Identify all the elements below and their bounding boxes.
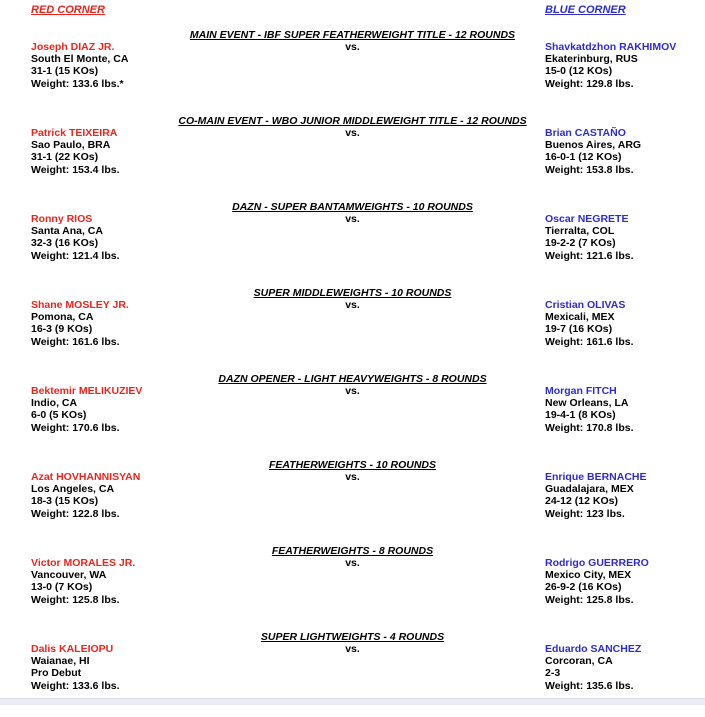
fighter-weight: Weight: 125.8 lbs. [545,593,634,606]
fighter-weight: Weight: 122.8 lbs. [31,507,120,520]
fighter-name: Shavkatdzhon RAKHIMOV [545,41,677,53]
blue-corner-fighter [545,127,641,176]
fighter-record: 16-3 (9 KOs) [31,323,93,336]
fighter-weight: Weight: 161.6 lbs. [545,335,634,348]
fighter-weight: Weight: 125.8 lbs. [31,593,120,606]
fighter-hometown: Corcoran, CA [545,655,613,668]
fighter-hometown: Waianae, HI [31,655,90,668]
bout-title: SUPER MIDDLEWEIGHTS - 10 ROUNDS [253,287,452,299]
blue-corner-fighter [545,385,634,434]
fighter-hometown: Indio, CA [31,397,78,410]
blue-corner-fighter [545,643,641,692]
fighter-record: 19-4-1 (8 KOs) [545,409,616,422]
bout [0,459,705,545]
fighter-hometown: Ekaterinburg, RUS [545,53,638,66]
bout [0,201,705,287]
vs-label: vs. [345,127,360,139]
vs-label: vs. [345,213,360,225]
red-corner-heading: RED CORNER [31,4,105,16]
vs-label: vs. [345,471,360,483]
fighter-name: Ronny RIOS [31,213,93,225]
fighter-record: 31-1 (22 KOs) [31,151,99,164]
vs-label: vs. [345,643,360,655]
fighter-record: 15-0 (12 KOs) [545,65,613,78]
fighter-record: 18-3 (15 KOs) [31,495,99,508]
fighter-name: Patrick TEIXEIRA [31,127,118,139]
fighter-hometown: Los Angeles, CA [31,483,115,496]
fighter-name: Shane MOSLEY JR. [31,299,129,311]
fighter-record: 31-1 (15 KOs) [31,65,99,78]
fighter-weight: Weight: 129.8 lbs. [545,77,634,90]
fighter-name: Azat HOVHANNISYAN [31,471,141,483]
fighter-record: 2-3 [545,667,561,680]
fighter-hometown: Mexico City, MEX [545,569,632,582]
fighter-record: 24-12 (12 KOs) [545,495,618,508]
red-corner-fighter [31,557,135,606]
red-corner-fighter [31,471,140,520]
fighter-hometown: Vancouver, WA [31,569,107,582]
fighter-hometown: South El Monte, CA [31,53,129,66]
fighter-hometown: Guadalajara, MEX [545,483,634,496]
bout [0,545,705,631]
bout [0,29,705,115]
blue-corner-fighter [545,41,676,90]
red-corner-fighter [31,643,120,692]
fighter-name: Rodrigo GUERRERO [545,557,649,569]
fighter-hometown: New Orleans, LA [545,397,629,410]
fighter-weight: Weight: 135.6 lbs. [545,679,634,692]
bout [0,287,705,373]
fighter-record: 19-2-2 (7 KOs) [545,237,616,250]
fighter-weight: Weight: 153.8 lbs. [545,163,634,176]
fighter-weight: Weight: 170.6 lbs. [31,421,120,434]
fighter-weight: Weight: 133.6 lbs. [31,679,120,692]
bout [0,373,705,459]
fighter-name: Bektemir MELIKUZIEV [31,385,143,397]
bout-title: DAZN OPENER - LIGHT HEAVYWEIGHTS - 8 ROUNDS [218,373,487,385]
vs-label: vs. [345,299,360,311]
fighter-record: 6-0 (5 KOs) [31,409,87,422]
fighter-record: 26-9-2 (16 KOs) [545,581,622,594]
fighter-name: Eduardo SANCHEZ [545,643,642,655]
fighter-record: 32-3 (16 KOs) [31,237,99,250]
fighter-weight: Weight: 170.8 lbs. [545,421,634,434]
vs-label: vs. [345,385,360,397]
bout [0,115,705,201]
fighter-hometown: Sao Paulo, BRA [31,139,111,152]
blue-corner-fighter [545,557,649,606]
bout-title: CO-MAIN EVENT - WBO JUNIOR MIDDLEWEIGHT TITLE - 12 ROUNDS [178,115,527,127]
fighter-hometown: Santa Ana, CA [31,225,103,238]
fighter-name: Dalis KALEIOPU [31,643,114,655]
red-corner-fighter [31,385,142,434]
fighter-record: 16-0-1 (12 KOs) [545,151,622,164]
blue-corner-fighter [545,213,634,262]
fighter-record: 13-0 (7 KOs) [31,581,93,594]
fighter-hometown: Buenos Aires, ARG [545,139,642,152]
fighter-weight: Weight: 133.6 lbs.* [31,77,124,90]
fighter-name: Victor MORALES JR. [31,557,136,569]
fighter-hometown: Pomona, CA [31,311,94,324]
window-bottom-edge [0,698,705,705]
bout-title: FEATHERWEIGHTS - 8 ROUNDS [271,545,434,557]
bout-title: FEATHERWEIGHTS - 10 ROUNDS [268,459,437,471]
red-corner-fighter [31,41,128,90]
fighter-weight: Weight: 121.4 lbs. [31,249,120,262]
fighter-weight: Weight: 121.6 lbs. [545,249,634,262]
red-corner-fighter [31,127,120,176]
blue-corner-heading: BLUE CORNER [545,4,626,16]
fighter-name: Oscar NEGRETE [545,213,629,225]
vs-label: vs. [345,557,360,569]
blue-corner-fighter [545,471,647,520]
bout-title: MAIN EVENT - IBF SUPER FEATHERWEIGHT TITLE - 12 ROUNDS [189,29,516,41]
fighter-hometown: Mexicali, MEX [545,311,615,324]
fighter-hometown: Tierralta, COL [545,225,615,238]
bout-title: DAZN - SUPER BANTAMWEIGHTS - 10 ROUNDS [232,201,473,213]
bout-title: SUPER LIGHTWEIGHTS - 4 ROUNDS [260,631,445,643]
fighter-weight: Weight: 161.6 lbs. [31,335,120,348]
fighter-weight: Weight: 153.4 lbs. [31,163,120,176]
fighter-weight: Weight: 123 lbs. [545,507,625,520]
red-corner-fighter [31,299,129,348]
fighter-record: 19-7 (16 KOs) [545,323,613,336]
red-corner-fighter [31,213,120,262]
fighter-name: Cristian OLIVAS [545,299,626,311]
fighter-record: Pro Debut [31,667,82,680]
blue-corner-fighter [545,299,634,348]
fighter-name: Enrique BERNACHE [545,471,647,483]
fighter-name: Joseph DIAZ JR. [31,41,115,53]
fighter-name: Morgan FITCH [545,385,617,397]
vs-label: vs. [345,41,360,53]
fighter-name: Brian CASTAÑO [545,127,626,139]
